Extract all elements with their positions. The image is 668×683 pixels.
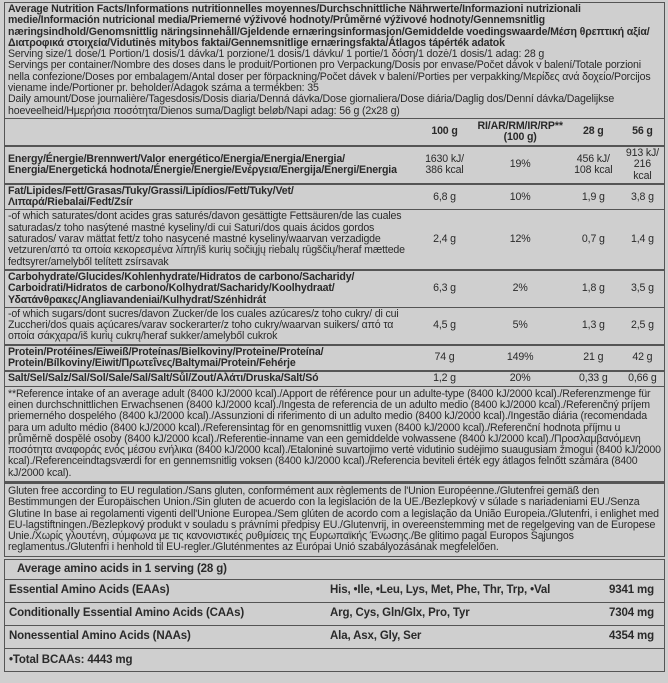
amino-list: Arg, Cys, Gln/Glx, Pro, Tyr [330, 607, 470, 620]
col-ri: RI/AR/RM/IR/RP** (100 g) [475, 118, 566, 146]
table-row [5, 307, 665, 344]
amino-acids-table [4, 559, 665, 672]
row-value-ri: 149% [475, 345, 566, 372]
label-header [4, 2, 665, 118]
amino-name: Essential Amino Acids (EAAs) [9, 584, 170, 597]
row-label: Protein/Protéines/Eiweiß/Proteínas/Bielkoviny/Proteine/Proteína/ Protein/Bílkoviny/Eiwit/Πρωτεΐνες/Baltymai/Protein/Fehérje [5, 345, 415, 372]
table-row [5, 146, 665, 184]
row-value-56g: 1,4 g [621, 210, 665, 270]
row-label: Energy/Énergie/Brennwert/Valor energético/Energia/Energia/Energia/ Energia/Energetická hodnota/Énergie/Energie/Ενέργεια/Energija/Energi/Energia [5, 146, 415, 184]
row-value-100g: 1,2 g [415, 371, 475, 386]
table-row [5, 270, 665, 307]
label-title: Average Nutrition Facts/Informations nutritionnelles moyennes/Durchschnittliche Nährwerte/Informazioni nutrizionali medie/Información nutricional media/Priemerné výživové hodnoty/Průměrné výživové hodnoty/Gennemsnitlig næringsindhold/Genomsnittlig näringsinnehåll/Gjeldende ernæringsinformasjon/Gemiddelde voedingswaarde/Μέση θρεπτική αξία/Διατροφικά στοιχεία/Vidutinės mitybos faktai/Gennemsnitlige ernæringsfakta/Átlagos tápérték adatok [8, 3, 650, 49]
row-value-100g: 74 g [415, 345, 475, 372]
row-value-28g: 1,8 g [566, 270, 621, 307]
row-label: Salt/Sel/Salz/Sal/Sol/Sale/Sal/Salt/Sůl/Zout/Αλάτι/Druska/Salt/Só [5, 371, 415, 386]
table-row [5, 210, 665, 270]
row-value-ri: 20% [475, 371, 566, 386]
nutrition-table [4, 118, 665, 387]
row-value-56g: 42 g [621, 345, 665, 372]
row-value-100g: 6,8 g [415, 184, 475, 210]
amino-list: His, •Ile, •Leu, Lys, Met, Phe, Thr, Trp, •Val [330, 584, 551, 597]
table-row [5, 345, 665, 372]
amino-row [5, 580, 664, 603]
row-value-ri: 10% [475, 184, 566, 210]
amino-row [5, 626, 664, 649]
row-value-100g: 6,3 g [415, 270, 475, 307]
col-28g: 28 g [566, 118, 621, 146]
amino-value: 9341 mg [609, 584, 654, 597]
servings-per-container: Servings per container/Nombre des doses dans le produit/Portionen pro Verpackung/Dosis por envase/Počet dávok v balení/Totale porzioni nella confezione/Doses por embalagem/Antal doser per förpackning/Počet dávek v balení/Porties per verpakking/Μερίδες ανά δοχείο/Porcijos viename inde/Portioner pr. beholder/Adagok száma a termékben: 35 [8, 59, 651, 95]
row-value-28g: 1,9 g [566, 184, 621, 210]
amino-name: Nonessential Amino Acids (NAAs) [9, 630, 191, 643]
row-value-28g: 0,7 g [566, 210, 621, 270]
row-value-ri: 5% [475, 307, 566, 344]
table-header-row [5, 118, 665, 146]
reference-note: **Reference intake of an average adult (8400 kJ/2000 kcal)./Apport de référence pour un adulte-type (8400 kJ/2000 kcal)./Referenzmenge für einen durchschnittlichen Erwachsenen (8400 kJ/2000 kcal)./Ingesta de referencia de un adulto medio (8400 kJ/2000 kcal)./Referenčný príjem priemerného dospelého (8400 kJ/2000 kcal)./Assunzioni di riferimento di un adulto medio (8400 kJ/2000 kcal)./Ingestão diária (recomendada para um adulto médio (8400 kJ/2000 kcal)./Referensintag för en genomsnittlig vuxen (8400 kJ/2000 kcal)./Referenční hodnota příjmu u průměrně dospělé osoby (8400 kJ/2000 kcal)./Referentie-inname van een gemiddelde volwassene (8400 kJ/2000 kcal)./Προσλαμβανόμενη ποσότητα αναφοράς ενός μέσου ενήλικα (8400 kJ/2000 kcal)./Etaloninė suvartojimo vertė vidutinio sudėjimo suaugusiam žmogui (8400 kJ/2000 kcal)./Referenceindtagsværdi for en gennemsnitlig voksen (8400 kJ/2000 kcal)./Referencia beviteli érték egy átlagos felnőtt számára (8400 kJ/2000 kcal). [4, 387, 665, 482]
row-value-ri: 19% [475, 146, 566, 184]
daily-amount: Daily amount/Dose journalière/Tagesdosis/Dosis diaria/Denná dávka/Dose giornaliera/Dose diária/Daglig dos/Denní dávka/Dagelijkse hoeveelheid/Ημερήσια ποσότητα/Dienos suma/Dagligt beløb/Napi adag: 56 g (2x28 g) [8, 93, 615, 117]
amino-value: 4354 mg [609, 630, 654, 643]
row-value-ri: 2% [475, 270, 566, 307]
amino-title: Average amino acids in 1 serving (28 g) [5, 560, 664, 580]
row-label: Carbohydrate/Glucides/Kohlenhydrate/Hidratos de carbono/Sacharidy/ Carboidrati/Hidratos de carbono/Kolhydrat/Sacharidy/Koolhydraat/ Υδατάνθρακες/Angliavandeniai/Kulhydrat/Szénhidrát [5, 270, 415, 307]
amino-value: 7304 mg [609, 607, 654, 620]
col-56g: 56 g [621, 118, 665, 146]
total-bcaas: •Total BCAAs: 4443 mg [9, 653, 133, 666]
amino-name: Conditionally Essential Amino Acids (CAAs) [9, 607, 245, 620]
table-row [5, 184, 665, 210]
row-label: Fat/Lipides/Fett/Grasas/Tuky/Grassi/Lipídios/Fett/Tuky/Vet/Λιπαρά/Riebalai/Fedt/Zsír [5, 184, 415, 210]
amino-list: Ala, Asx, Gly, Ser [330, 630, 422, 643]
row-value-56g: 0,66 g [621, 371, 665, 386]
row-label: -of which saturates/dont acides gras saturés/davon gesättigte Fettsäuren/de las cuales saturadas/z toho nasýtené mastné kyseliny/di cui Saturi/dos quais ácidos gordos saturados/ varav mättat fett/z toho nasycené mastné kyseliny/waarvan verzadigde vetzuren/από τα οποία κεκορεσμένα λίπη/iš kurių sočiųjų riebalų rūgščių/heraf mættede fedtsyrer/amelyből telített zsírsavak [5, 210, 415, 270]
row-value-56g: 913 kJ/ 216 kcal [621, 146, 665, 184]
row-value-28g: 0,33 g [566, 371, 621, 386]
row-value-100g: 1630 kJ/ 386 kcal [415, 146, 475, 184]
serving-size: Serving size/1 dose/1 Portion/1 dosis/1 dávka/1 porzione/1 dosis/1 dávku/ 1 portie/1 δόση/1 dozė/1 dosis/1 adag: 28 g [8, 48, 545, 61]
row-value-ri: 12% [475, 210, 566, 270]
col-100g: 100 g [415, 118, 475, 146]
row-value-56g: 2,5 g [621, 307, 665, 344]
row-value-28g: 1,3 g [566, 307, 621, 344]
row-value-56g: 3,5 g [621, 270, 665, 307]
row-value-28g: 456 kJ/ 108 kcal [566, 146, 621, 184]
row-value-56g: 3,8 g [621, 184, 665, 210]
row-label: -of which sugars/dont sucres/davon Zucker/de los cuales azúcares/z toho cukry/ di cui Zuccheri/dos quais açúcares/varav sockerarter/z toho cukry/waarvan suikers/ από τα οποία σάκχαρα/iš kurių cukrų/heraf sukker/amelyből cukrok [5, 307, 415, 344]
amino-row [5, 603, 664, 626]
table-row [5, 371, 665, 386]
row-value-28g: 21 g [566, 345, 621, 372]
row-value-100g: 4,5 g [415, 307, 475, 344]
gluten-note: Gluten free according to EU regulation./Sans gluten, conformément aux règlements de l'Union Européenne./Glutenfrei gemäß den Bestimmungen der Europäischen Union./Sin gluten de acuerdo con la legislación de la UE./Bezlepkový v súlade s nariadeniami EU./Senza Glutine In base ai regolamenti vigenti dell'Unione Europea./Sem glúten de acordo com a legislação da União Europeia./Glutenfri, i enlighet med EU-lagstiftningen./Bezlepkový produkt v souladu s právními předpisy EU./Glutenvrij, in overeenstemming met de regelgeving van de Europese Unie./Χωρίς γλουτένη, σύμφωνα με τις κανονιστικές ρυθμίσεις της Ευρωπαϊκής Ένωσης./Be glitimo pagal Europos Sąjungos reglamentus./Glutenfri i henhold til EU-regler./Gluténmentes az Európai Unió szabályozásának megfelelően. [4, 482, 665, 557]
row-value-100g: 2,4 g [415, 210, 475, 270]
